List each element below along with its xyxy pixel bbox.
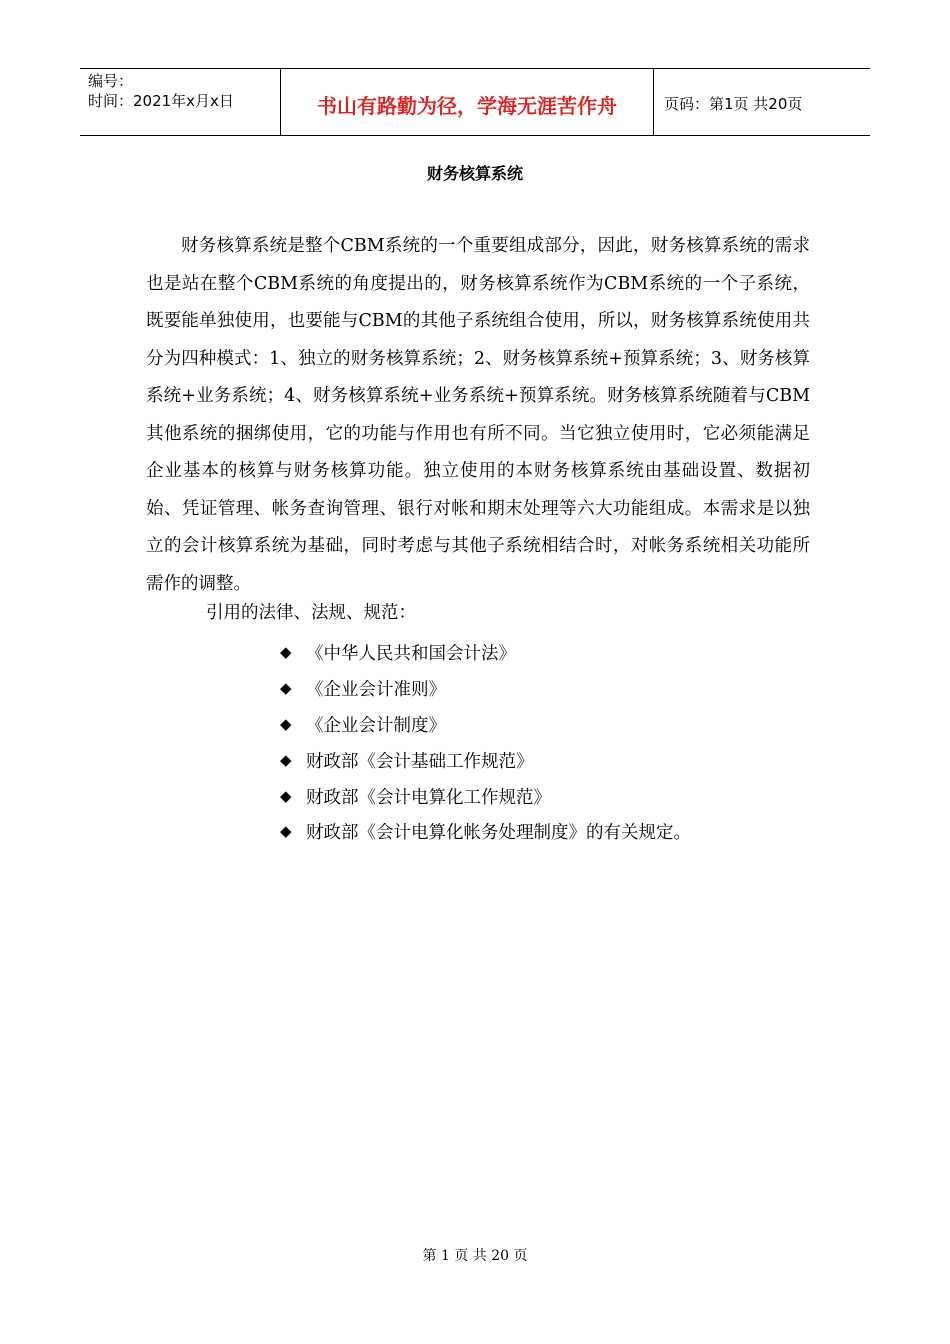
diamond-bullet-icon: ◆ — [280, 714, 292, 733]
header-page-info: 页码：第1页 共20页 — [664, 94, 803, 113]
document-number-label: 编号： — [88, 72, 134, 90]
reference-text: 财政部《会计电算化帐务处理制度》的有关规定。 — [306, 823, 691, 844]
diamond-bullet-icon: ◆ — [280, 643, 292, 662]
header-motto: 书山有路勤为径，学海无涯苦作舟 — [281, 69, 654, 135]
diamond-bullet-icon: ◆ — [280, 679, 292, 698]
document-title: 财务核算系统 — [426, 164, 523, 183]
header-table — [80, 68, 870, 136]
diamond-bullet-icon: ◆ — [280, 786, 292, 805]
header-meta-cell — [80, 69, 281, 135]
reference-text: 财政部《会计电算化工作规范》 — [306, 787, 551, 808]
page-footer: 第 1 页 共 20 页 — [422, 1248, 528, 1264]
reference-item — [280, 635, 691, 671]
document-time-label: 时间：2021年x月x日 — [88, 92, 234, 110]
body-paragraph: 财务核算系统是整个CBM系统的一个重要组成部分，因此，财务核算系统的需求也是站在整个CBM系统的角度提出的，财务核算系统作为CBM系统的一个子系统，既要能单独使用，也要能与CBM的其他子系统组合使用，所以，财务核算系统使用共分为四种模式：1、独立的财务核算系统；2、财务核算系统+预算系统；3、财务核算系统+业务系统；4、财务核算系统+业务系统+预算系统。财务核算系统随着与CBM其他系统的捆绑使用，它的功能与作用也有所不同。当它独立使用时，它必须能满足企业基本的核算与财务核算功能。独立使用的本财务核算系统由基础设置、数据初始、凭证管理、帐务查询管理、银行对帐和期末处理等六大功能组成。本需求是以独立的会计核算系统为基础，同时考虑与其他子系统相结合时，对帐务系统相关功能所需作的调整。 — [146, 236, 810, 594]
reference-text: 财政部《会计基础工作规范》 — [306, 751, 534, 772]
diamond-bullet-icon: ◆ — [280, 750, 292, 769]
references-heading: 引用的法律、法规、规范： — [206, 603, 416, 623]
references-list — [280, 635, 691, 850]
reference-item — [280, 742, 691, 778]
reference-item — [280, 707, 691, 743]
reference-text: 《企业会计制度》 — [306, 715, 446, 736]
reference-item — [280, 814, 691, 850]
diamond-bullet-icon: ◆ — [280, 822, 292, 841]
reference-item — [280, 671, 691, 707]
reference-item — [280, 778, 691, 814]
reference-text: 《中华人民共和国会计法》 — [306, 644, 516, 665]
reference-text: 《企业会计准则》 — [306, 680, 446, 701]
